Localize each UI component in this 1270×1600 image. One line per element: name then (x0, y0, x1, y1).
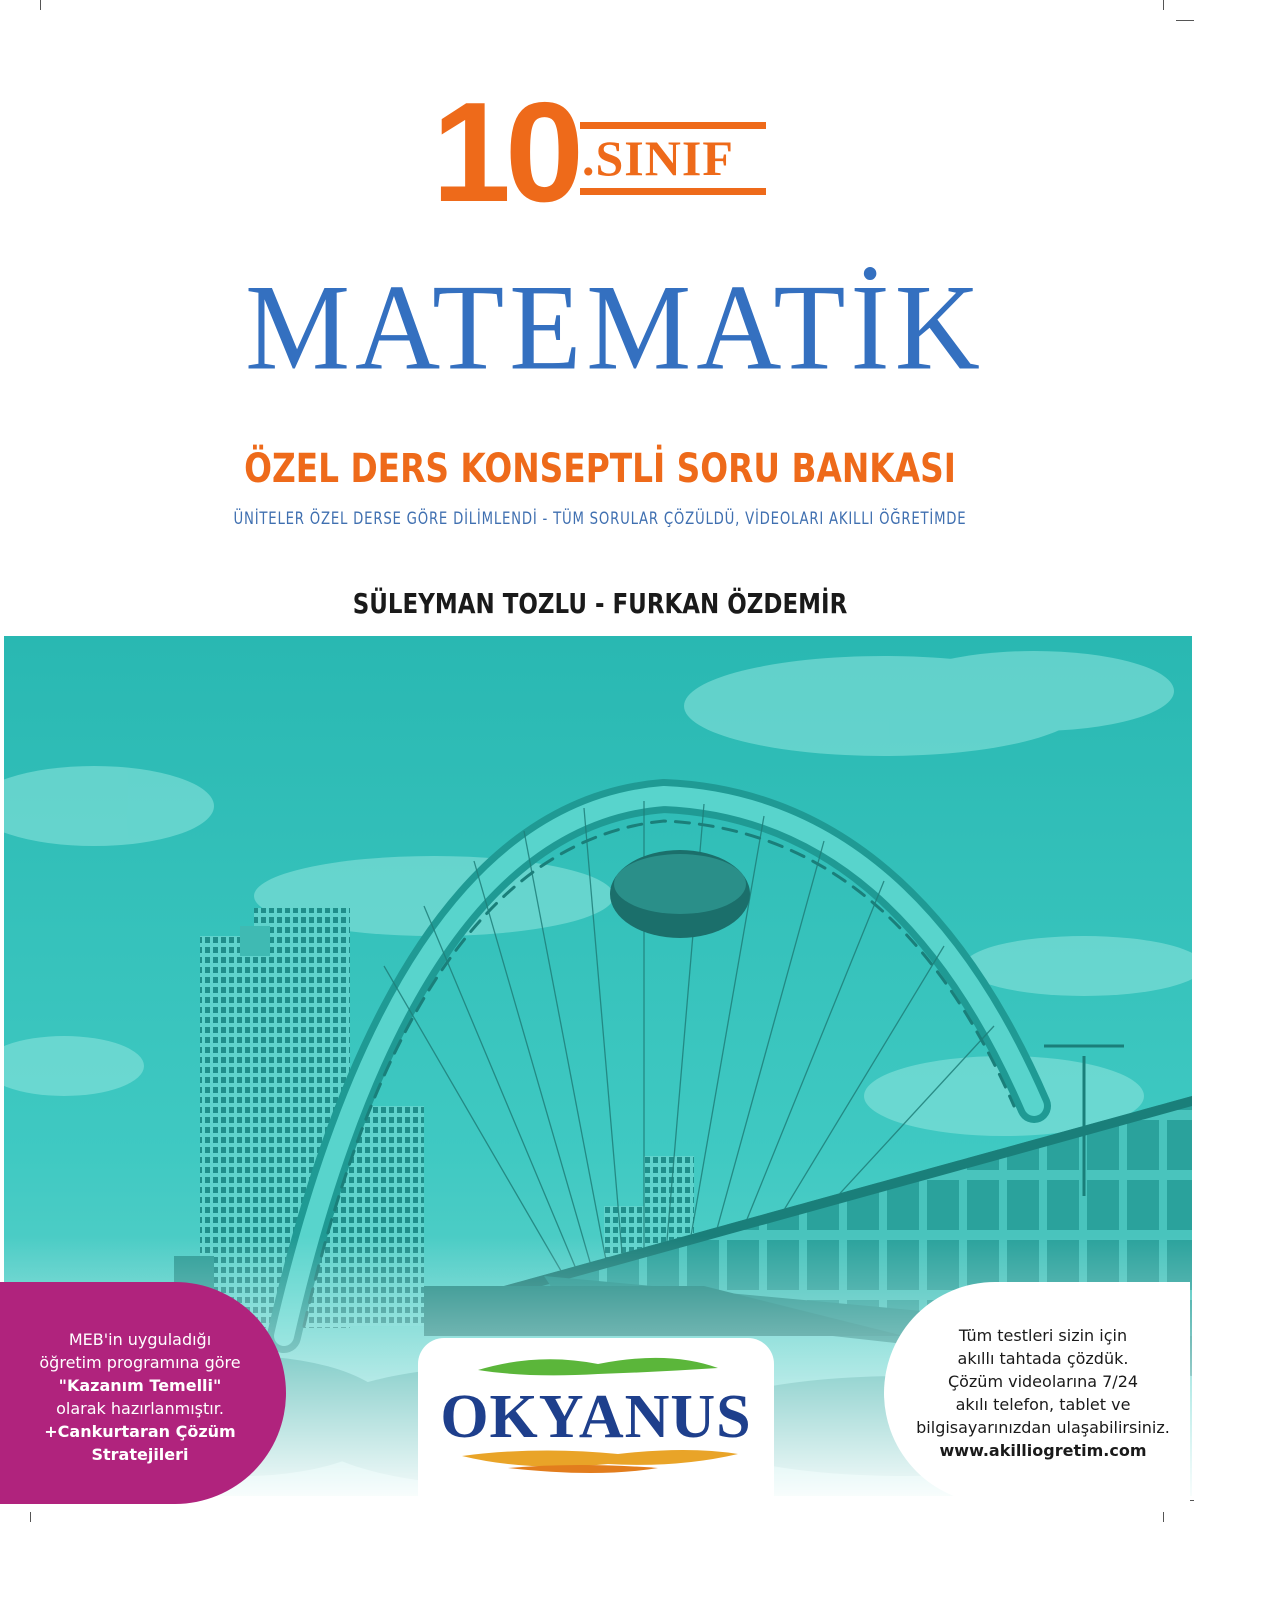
smart-board-badge (884, 1282, 1190, 1504)
smart-line-2: akıllı tahtada çözdük. (957, 1349, 1129, 1368)
book-title: MATEMATİK (245, 259, 985, 396)
smart-line-1: Tüm testleri sizin için (958, 1326, 1128, 1345)
crop-mark-bottom-left (30, 1512, 31, 1522)
curriculum-line-5: +Cankurtaran Çözüm (44, 1422, 236, 1441)
publisher-logo: OKYANUS (440, 1383, 752, 1451)
smart-line-5: bilgisayarınızdan ulaşabilirsiniz. (916, 1418, 1170, 1437)
crop-mark-bottom-right (1163, 1512, 1164, 1522)
grade-rule-bottom (580, 188, 766, 195)
crop-mark-top-right (1163, 0, 1164, 10)
curriculum-line-2: öğretim programına göre (39, 1353, 241, 1372)
book-subtitle: ÖZEL DERS KONSEPTLİ SORU BANKASI (244, 446, 956, 492)
curriculum-line-4: olarak hazırlanmıştır. (56, 1399, 224, 1418)
grade-word: .SINIF (582, 130, 734, 186)
website-url: www.akilliogretim.com (939, 1441, 1147, 1460)
curriculum-badge (0, 1282, 286, 1504)
curriculum-badge-text (22, 1328, 258, 1466)
grade-heading (432, 73, 792, 232)
curriculum-line-1: MEB'in uyguladığı (68, 1330, 212, 1349)
smart-line-4: akılı telefon, tablet ve (955, 1395, 1131, 1414)
authors: SÜLEYMAN TOZLU - FURKAN ÖZDEMİR (352, 587, 848, 620)
curriculum-line-3: "Kazanım Temelli" (58, 1376, 222, 1395)
grade-number: 10 (432, 73, 578, 232)
book-tagline: ÜNİTELER ÖZEL DERSE GÖRE DİLİMLENDİ - TÜM SORULAR ÇÖZÜLDÜ, VİDEOLARI AKILLI ÖĞRETİMDE (233, 509, 967, 529)
smart-line-3: Çözüm videolarına 7/24 (947, 1372, 1139, 1391)
grade-rule-top (580, 122, 766, 129)
crop-mark-right-top (1176, 20, 1194, 21)
crop-mark-top-left (40, 0, 41, 10)
publisher-logo-box (418, 1338, 774, 1500)
curriculum-line-6: Stratejileri (91, 1445, 189, 1464)
smart-board-badge-text (898, 1324, 1188, 1462)
